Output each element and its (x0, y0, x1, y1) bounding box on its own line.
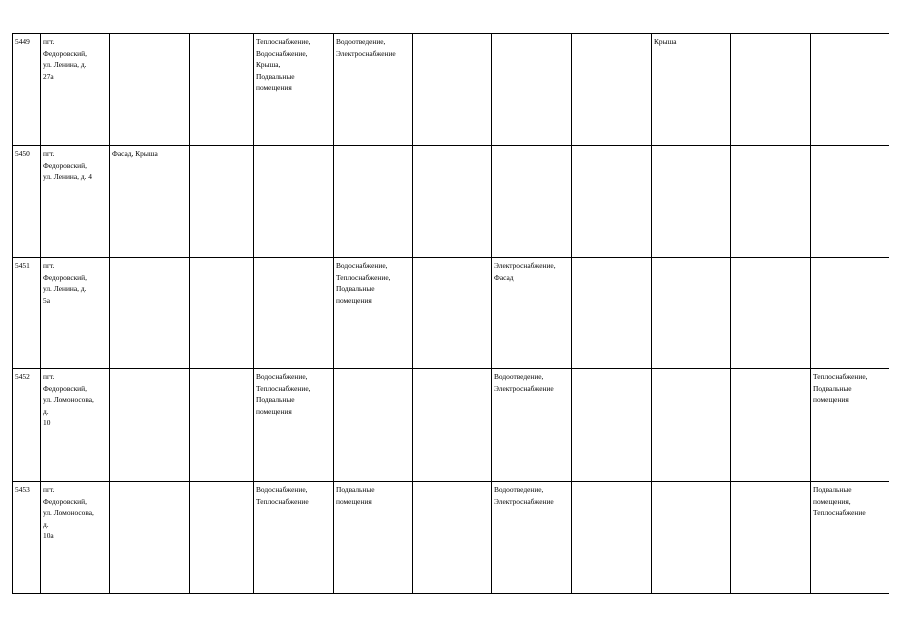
work-type-cell (731, 482, 811, 594)
work-type-text: Теплоснабжение, Подвальные помещения (813, 372, 868, 405)
address-cell (41, 146, 110, 258)
row-id: 5452 (15, 372, 30, 381)
address-cell (41, 369, 110, 482)
work-type-cell (652, 369, 731, 482)
work-type-text: Фасад, Крыша (112, 149, 158, 158)
work-type-cell (254, 258, 334, 369)
table-row (13, 34, 889, 146)
table-row (13, 258, 889, 369)
work-type-cell (110, 146, 190, 258)
table-body (13, 34, 889, 594)
work-type-text: Подвальные помещения (336, 485, 375, 506)
work-type-cell (110, 482, 190, 594)
work-type-cell (572, 482, 652, 594)
row-id: 5450 (15, 149, 30, 158)
work-type-cell (811, 34, 889, 146)
work-type-text: Водоотведение, Электроснабжение (336, 37, 396, 58)
address-text: пгт. Федоровский, ул. Ломоносова, д. 10 (43, 372, 94, 428)
work-type-cell (334, 258, 413, 369)
row-id-cell (13, 258, 41, 369)
work-type-cell (652, 34, 731, 146)
row-id: 5451 (15, 261, 30, 270)
work-type-cell (572, 34, 652, 146)
work-type-text: Водоотведение, Электроснабжение (494, 372, 554, 393)
work-type-cell (190, 369, 254, 482)
work-type-cell (652, 482, 731, 594)
work-type-cell (492, 258, 572, 369)
address-text: пгт. Федоровский, ул. Ломоносова, д. 10а (43, 485, 94, 541)
work-type-cell (110, 258, 190, 369)
address-text: пгт. Федоровский, ул. Ленина, д. 5а (43, 261, 87, 305)
work-type-cell (731, 369, 811, 482)
work-type-cell (492, 34, 572, 146)
work-type-text: Электроснабжение, Фасад (494, 261, 556, 282)
work-type-cell (652, 258, 731, 369)
work-type-cell (334, 146, 413, 258)
work-type-cell (811, 258, 889, 369)
address-cell (41, 258, 110, 369)
work-type-text: Водоснабжение, Теплоснабжение, Подвальные помещения (336, 261, 391, 305)
row-id-cell (13, 369, 41, 482)
work-type-text: Водоснабжение, Теплоснабжение, Подвальные помещения (256, 372, 311, 416)
work-type-cell (413, 34, 492, 146)
work-type-cell (572, 369, 652, 482)
work-type-cell (572, 258, 652, 369)
row-id-cell (13, 146, 41, 258)
work-type-cell (190, 482, 254, 594)
address-text: пгт. Федоровский, ул. Ленина, д. 27а (43, 37, 87, 81)
address-cell (41, 482, 110, 594)
work-type-cell (334, 34, 413, 146)
work-type-cell (110, 369, 190, 482)
work-type-cell (334, 369, 413, 482)
work-type-text: Крыша (654, 37, 677, 46)
row-id: 5449 (15, 37, 30, 46)
work-type-cell (190, 34, 254, 146)
table-row (13, 482, 889, 594)
row-id-cell (13, 34, 41, 146)
work-type-text: Водоотведение, Электроснабжение (494, 485, 554, 506)
work-type-cell (652, 146, 731, 258)
work-type-cell (254, 146, 334, 258)
table-row (13, 369, 889, 482)
work-type-cell (190, 146, 254, 258)
repair-schedule-table (12, 33, 889, 594)
work-type-cell (811, 146, 889, 258)
work-type-cell (731, 34, 811, 146)
work-type-text: Водоснабжение, Теплоснабжение (256, 485, 309, 506)
work-type-cell (413, 482, 492, 594)
work-type-cell (811, 369, 889, 482)
work-type-cell (492, 146, 572, 258)
work-type-cell (731, 258, 811, 369)
work-type-cell (492, 369, 572, 482)
work-type-cell (492, 482, 572, 594)
work-type-cell (413, 258, 492, 369)
work-type-text: Подвальные помещения, Теплоснабжение (813, 485, 866, 518)
row-id-cell (13, 482, 41, 594)
work-type-cell (334, 482, 413, 594)
work-type-cell (254, 482, 334, 594)
work-type-text: Теплоснабжение, Водоснабжение, Крыша, Подвальные помещения (256, 37, 311, 93)
table-row (13, 146, 889, 258)
work-type-cell (254, 34, 334, 146)
work-type-cell (254, 369, 334, 482)
work-type-cell (110, 34, 190, 146)
work-type-cell (413, 146, 492, 258)
work-type-cell (731, 146, 811, 258)
work-type-cell (190, 258, 254, 369)
address-text: пгт. Федоровский, ул. Ленина, д. 4 (43, 149, 92, 182)
address-cell (41, 34, 110, 146)
work-type-cell (413, 369, 492, 482)
work-type-cell (572, 146, 652, 258)
work-type-cell (811, 482, 889, 594)
row-id: 5453 (15, 485, 30, 494)
